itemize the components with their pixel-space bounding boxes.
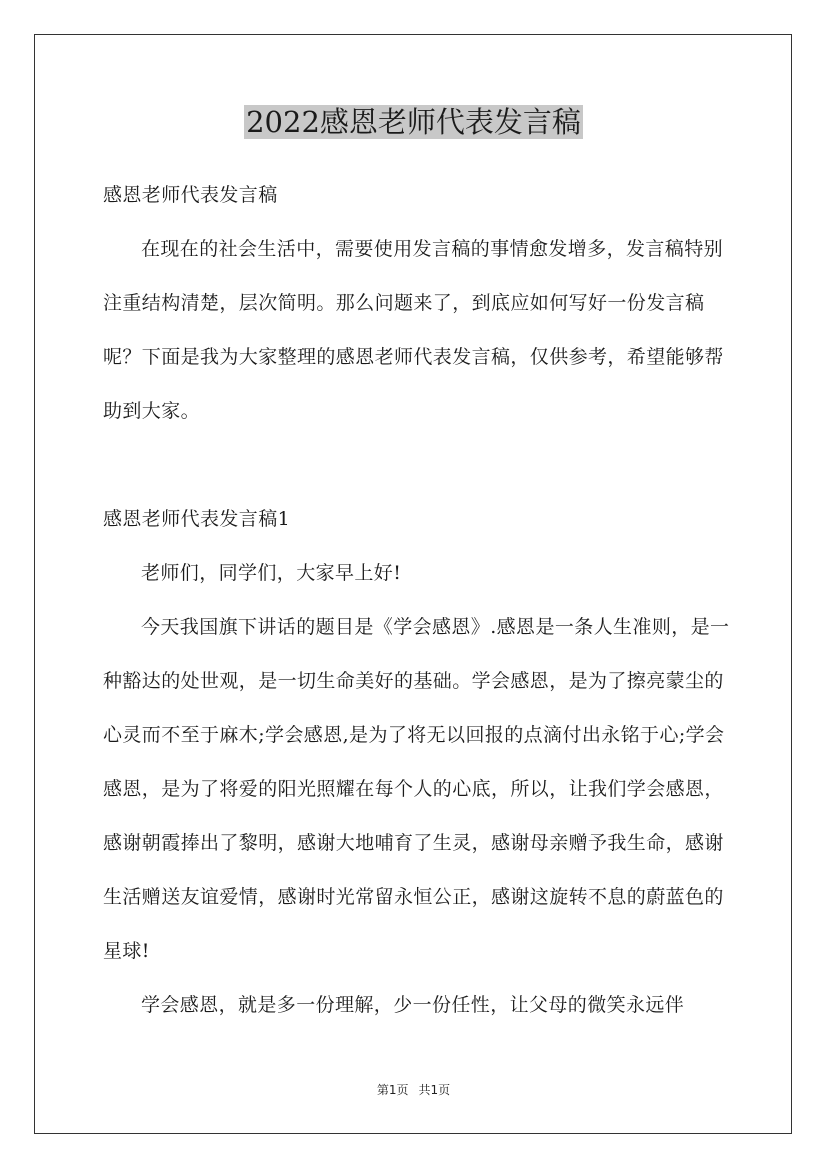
document-subtitle: 感恩老师代表发言稿 — [103, 184, 278, 206]
document-title-text: 2022感恩老师代表发言稿 — [246, 105, 581, 139]
section-heading: 感恩老师代表发言稿1 — [103, 508, 291, 530]
page-number: 第1页 — [376, 1083, 409, 1097]
section-spacer — [103, 438, 733, 492]
intro-paragraph: 在现在的社会生活中，需要使用发言稿的事情愈发增多，发言稿特别注重结构清楚，层次简明。那么问题来了，到底应如何写好一份发言稿呢？下面是我为大家整理的感恩老师代表发言稿，仅供参考，希望能够帮助到大家。 — [103, 238, 724, 422]
page-total: 共1页 — [418, 1083, 451, 1097]
document-title — [0, 100, 827, 144]
greeting-paragraph: 老师们，同学们，大家早上好! — [141, 562, 402, 584]
page-footer — [0, 1081, 827, 1098]
body-paragraph-2: 学会感恩，就是多一份理解，少一份任性，让父母的微笑永远伴 — [141, 994, 685, 1016]
document-body — [103, 168, 733, 1032]
body-paragraph-1: 今天我国旗下讲话的题目是《学会感恩》.感恩是一条人生准则，是一种豁达的处世观，是一切生命美好的基础。学会感恩，是为了擦亮蒙尘的心灵而不至于麻木;学会感恩,是为了将无以回报的点滴付出永铭于心;学会感恩，是为了将爱的阳光照耀在每个人的心底，所以，让我们学会感恩，感谢朝霞捧出了黎明，感谢大地哺育了生灵，感谢母亲赠予我生命，感谢生活赠送友谊爱情，感谢时光常留永恒公正，感谢这旋转不息的蔚蓝色的星球! — [103, 616, 730, 962]
